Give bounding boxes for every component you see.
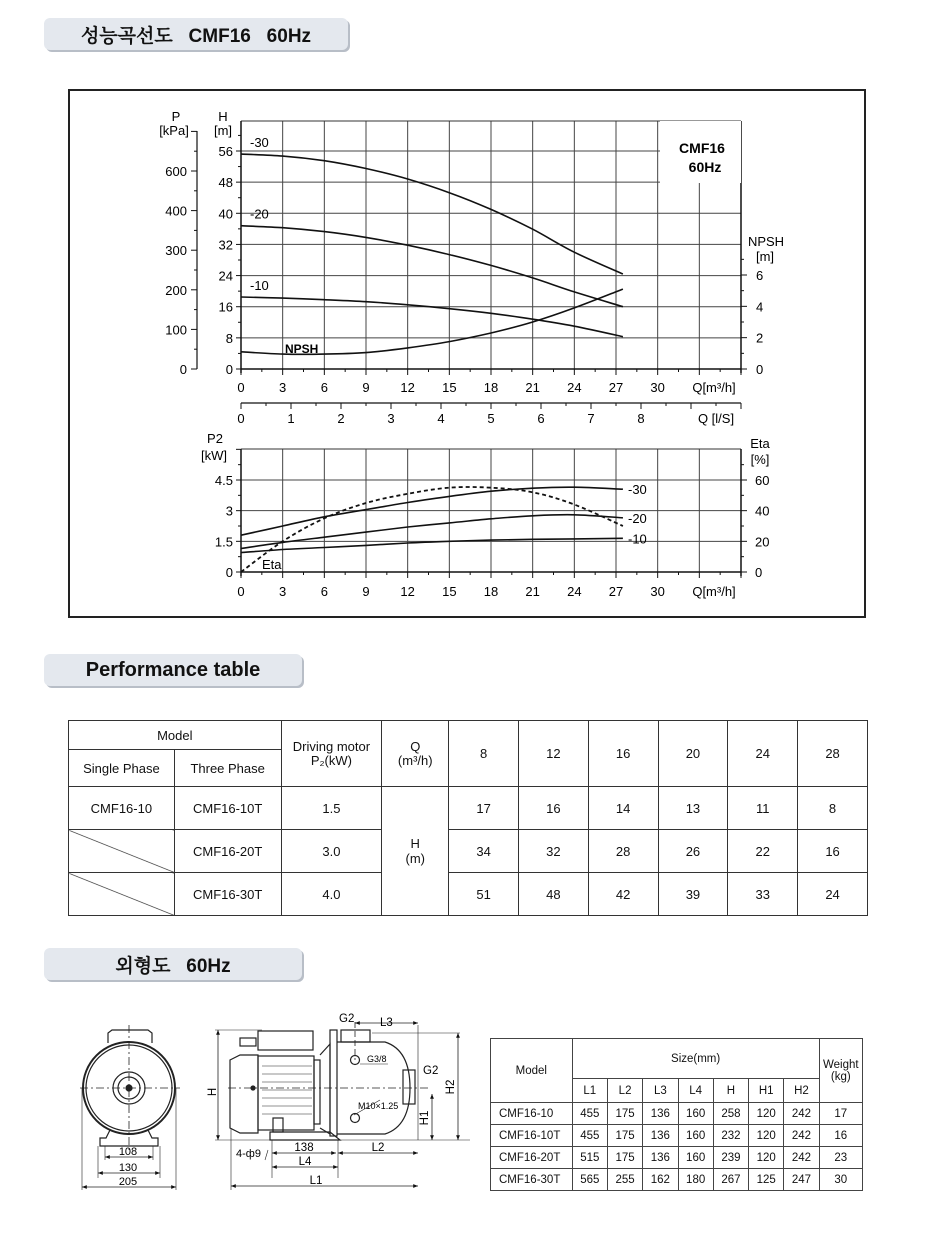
performance-table	[68, 720, 868, 916]
x-tick-label: 3	[279, 380, 287, 395]
ls-tick-label: 5	[487, 411, 495, 426]
weight-line2: (kg)	[830, 1070, 851, 1083]
dim-value: 175	[607, 1103, 642, 1125]
flow-value: 24	[728, 721, 798, 787]
curve-label-power-10: -10	[628, 531, 647, 547]
npsh-tick-label: 6	[756, 268, 764, 283]
p2-tick-label: 4.5	[214, 473, 233, 488]
h-tick-label: 8	[225, 330, 233, 346]
dim-value: 136	[643, 1125, 678, 1147]
head-value: 8	[798, 787, 868, 830]
head-value: 11	[728, 787, 798, 830]
header-driving-motor	[281, 721, 382, 787]
head-value: 16	[518, 787, 588, 830]
dim-value: 239	[713, 1147, 748, 1169]
power-chart-grid	[241, 449, 741, 572]
pressure-tick-label: 300	[165, 243, 187, 259]
label-l1: L1	[309, 1175, 323, 1187]
bottom-x-axis-label: Q[m³/h]	[692, 584, 736, 599]
header-motor-line2: P₂(kW)	[310, 752, 352, 768]
h-tick-label: 32	[218, 237, 233, 253]
pressure-tick-label: 400	[165, 203, 187, 219]
bottom-x-tick-label: 12	[400, 584, 415, 599]
curve-label-eta: Eta	[262, 557, 282, 572]
single-phase-model: CMF16-10	[69, 787, 175, 830]
chart-title-line2: 60Hz	[688, 159, 722, 175]
x-tick-label: 27	[608, 380, 624, 395]
head-value: 34	[449, 830, 519, 873]
label-l2: L2	[371, 1142, 385, 1154]
bottom-x-tick-label: 6	[320, 584, 328, 599]
ls-tick-label: 4	[437, 411, 445, 426]
dim-col-header: L2	[607, 1079, 642, 1103]
table-row	[69, 873, 868, 916]
dim-col-header: L1	[572, 1079, 607, 1103]
head-unit-line1: H	[410, 836, 420, 851]
dim-value: 255	[607, 1169, 642, 1191]
head-value: 28	[588, 830, 658, 873]
label-g3-8: G3/8	[367, 1054, 387, 1064]
dim-table-row	[491, 1103, 863, 1125]
h-axis-label: H	[218, 109, 228, 124]
bottom-x-tick-label: 18	[483, 584, 499, 599]
h-tick-label: 24	[218, 268, 233, 284]
p2-tick-label: 0	[225, 565, 233, 580]
front-dim-108: 108	[118, 1146, 138, 1158]
header-motor-line1: Driving motor	[292, 738, 371, 754]
label-138: 138	[294, 1142, 314, 1154]
ls-tick-label: 7	[587, 411, 595, 426]
flange	[330, 1030, 337, 1136]
adapter	[320, 1044, 330, 1134]
dim-value: 120	[749, 1147, 784, 1169]
dim-header-size: Size(mm)	[572, 1039, 819, 1079]
dim-value: 515	[572, 1147, 607, 1169]
curve-label-head-30: -30	[250, 135, 269, 151]
curve-head-20	[241, 226, 623, 307]
head-unit-line2: (m)	[405, 851, 425, 866]
p2-tick-label: 3	[225, 503, 233, 519]
curve-eta	[241, 487, 623, 572]
dim-value: 160	[678, 1125, 713, 1147]
curve-label-npsh: NPSH	[285, 342, 319, 356]
dim-table-row	[491, 1169, 863, 1191]
flow-value: 20	[658, 721, 728, 787]
dim-weight: 16	[819, 1125, 862, 1147]
side-view	[215, 1022, 470, 1190]
label-l4: L4	[298, 1156, 312, 1168]
eta-tick-label: 20	[755, 534, 770, 550]
chart-title-line1: CMF16	[679, 140, 725, 156]
pressure-tick-label: 600	[165, 164, 187, 179]
x-tick-label: 24	[567, 380, 582, 395]
dim-header-model: Model	[491, 1039, 573, 1103]
p2-tick-label: 1.5	[214, 534, 233, 550]
pressure-tick-label: 200	[165, 282, 187, 298]
curve-label-power-30: -30	[628, 482, 647, 498]
dim-value: 162	[643, 1169, 678, 1191]
pressure-axis-unit: [kPa]	[159, 123, 189, 138]
front-dim-130: 130	[118, 1162, 138, 1174]
single-phase-model-empty	[69, 830, 175, 873]
pressure-axis-label: P	[171, 109, 181, 124]
ls-axis-label: Q [l/S]	[697, 411, 735, 426]
motor-body	[258, 1056, 314, 1130]
npsh-tick-label: 2	[756, 330, 764, 346]
header-three-phase: Three Phase	[174, 750, 281, 787]
head-chart-curves	[241, 135, 623, 356]
h-tick-label: 0	[225, 362, 233, 377]
bottom-x-tick-label: 24	[567, 584, 582, 599]
h-tick-label: 48	[218, 175, 233, 191]
section-title-performance-table	[44, 654, 302, 686]
x-tick-label: 0	[237, 380, 245, 395]
ls-tick-label: 6	[537, 411, 545, 426]
dim-col-header: H	[713, 1079, 748, 1103]
ls-tick-label: 8	[637, 411, 645, 426]
bottom-x-tick-label: 27	[608, 584, 624, 599]
x-tick-label: 30	[650, 380, 665, 395]
h-tick-label: 40	[218, 206, 233, 222]
dim-value: 565	[572, 1169, 607, 1191]
head-value: 33	[728, 873, 798, 916]
dim-value: 242	[784, 1103, 819, 1125]
label-l3: L3	[380, 1017, 393, 1029]
x-tick-label: 21	[525, 380, 540, 395]
h-axis-unit: [m]	[213, 123, 233, 138]
head-value: 17	[449, 787, 519, 830]
label-h1: H1	[419, 1110, 431, 1126]
pressure-tick-label: 0	[179, 362, 187, 377]
power-chart-curves	[241, 482, 647, 572]
outlet-port	[341, 1030, 370, 1042]
motor-power: 1.5	[281, 787, 382, 830]
dim-value: 242	[784, 1147, 819, 1169]
pressure-tick-label: 100	[165, 322, 187, 338]
x-tick-label: 18	[483, 380, 499, 395]
head-value: 32	[518, 830, 588, 873]
dim-col-header: L4	[678, 1079, 713, 1103]
label-h: H	[207, 1087, 219, 1097]
label-holes: 4-ф9	[236, 1148, 261, 1160]
eta-tick-label: 60	[755, 473, 770, 488]
three-phase-model: CMF16-30T	[174, 873, 281, 916]
x-tick-label: 9	[362, 380, 370, 395]
curve-power-30	[241, 487, 623, 535]
flow-value: 12	[518, 721, 588, 787]
ls-tick-label: 0	[237, 411, 245, 426]
table-title-text: Performance table	[85, 658, 261, 681]
ls-tick-label: 1	[287, 411, 295, 426]
flow-value: 28	[798, 721, 868, 787]
x-tick-label: 15	[442, 380, 457, 395]
label-h2: H2	[445, 1079, 457, 1095]
eta-tick-label: 40	[755, 503, 770, 519]
dim-table-row	[491, 1147, 863, 1169]
pump-dimension-drawing	[0, 1000, 480, 1200]
h-tick-label: 56	[218, 144, 233, 159]
dim-value: 160	[678, 1103, 713, 1125]
x-axis-label: Q[m³/h]	[692, 380, 736, 395]
eta-axis-unit: [%]	[750, 452, 770, 467]
motor-end-cap	[230, 1055, 258, 1133]
h-tick-label: 16	[218, 299, 233, 315]
dim-value: 242	[784, 1125, 819, 1147]
dim-value: 160	[678, 1147, 713, 1169]
dim-value: 455	[572, 1103, 607, 1125]
dim-value: 175	[607, 1125, 642, 1147]
bottom-x-tick-label: 3	[279, 584, 287, 599]
dim-model: CMF16-20T	[491, 1147, 573, 1169]
p2-axis-unit: [kW]	[201, 448, 227, 463]
header-flow	[382, 721, 449, 787]
bottom-x-tick-label: 9	[362, 584, 370, 599]
dim-value: 247	[784, 1169, 819, 1191]
drain-plug-bottom	[351, 1114, 360, 1123]
head-value: 39	[658, 873, 728, 916]
dim-table-row	[491, 1125, 863, 1147]
weight-line1: Weight	[823, 1058, 859, 1071]
three-phase-model: CMF16-20T	[174, 830, 281, 873]
dim-value: 136	[643, 1103, 678, 1125]
dim-header-weight	[819, 1039, 862, 1103]
power-chart-axes	[201, 431, 771, 599]
label-g2-inlet: G2	[423, 1065, 439, 1077]
table-row	[69, 787, 868, 830]
head-value: 14	[588, 787, 658, 830]
dim-value: 258	[713, 1103, 748, 1125]
header-q-line1: Q	[410, 738, 421, 754]
motor-power: 4.0	[281, 873, 382, 916]
curves-title-text: 성능곡선도 CMF16 60Hz	[80, 25, 312, 47]
bottom-x-tick-label: 0	[237, 584, 245, 599]
dimension-table	[490, 1038, 863, 1191]
head-value: 13	[658, 787, 728, 830]
dim-value: 136	[643, 1147, 678, 1169]
curve-head-10	[241, 297, 623, 337]
head-value: 22	[728, 830, 798, 873]
dim-value: 267	[713, 1169, 748, 1191]
dim-model: CMF16-30T	[491, 1169, 573, 1191]
table-row	[69, 830, 868, 873]
header-q-line2: (m³/h)	[397, 752, 433, 768]
dim-col-header: H1	[749, 1079, 784, 1103]
dim-value: 120	[749, 1103, 784, 1125]
head-value: 48	[518, 873, 588, 916]
chart-model-label	[660, 121, 741, 183]
curve-label-power-20: -20	[628, 510, 647, 526]
bottom-x-tick-label: 15	[442, 584, 457, 599]
head-unit-cell	[382, 787, 449, 916]
header-model: Model	[69, 721, 282, 750]
head-value: 16	[798, 830, 868, 873]
single-phase-model-empty	[69, 873, 175, 916]
motor-power: 3.0	[281, 830, 382, 873]
dim-col-header: L3	[643, 1079, 678, 1103]
eta-axis-label: Eta	[750, 436, 770, 451]
bottom-x-tick-label: 30	[650, 584, 665, 599]
dim-weight: 30	[819, 1169, 862, 1191]
head-value: 51	[449, 873, 519, 916]
dim-weight: 17	[819, 1103, 862, 1125]
label-m10: M10×1.25	[358, 1101, 399, 1111]
curve-label-head-20: -20	[250, 206, 269, 222]
drawing-title-text: 외형도 60Hz	[115, 955, 231, 977]
p2-axis-label: P2	[207, 431, 223, 446]
npsh-axis-unit: [m]	[755, 249, 775, 264]
flow-value: 8	[449, 721, 519, 787]
bottom-x-tick-label: 21	[525, 584, 540, 599]
cable-gland	[240, 1038, 256, 1046]
header-single-phase: Single Phase	[69, 750, 175, 787]
dim-value: 232	[713, 1125, 748, 1147]
head-value: 42	[588, 873, 658, 916]
npsh-tick-label: 0	[756, 362, 764, 377]
eta-tick-label: 0	[755, 565, 763, 580]
label-g2-outlet: G2	[339, 1013, 355, 1025]
x-tick-label: 12	[400, 380, 415, 395]
dim-value: 180	[678, 1169, 713, 1191]
ls-tick-label: 2	[337, 411, 345, 426]
dim-weight: 23	[819, 1147, 862, 1169]
head-value: 24	[798, 873, 868, 916]
front-dim-205: 205	[118, 1176, 138, 1188]
curve-head-30	[241, 154, 623, 274]
dim-col-header: H2	[784, 1079, 819, 1103]
dim-model: CMF16-10T	[491, 1125, 573, 1147]
dim-value: 455	[572, 1125, 607, 1147]
head-value: 26	[658, 830, 728, 873]
three-phase-model: CMF16-10T	[174, 787, 281, 830]
dim-value: 125	[749, 1169, 784, 1191]
npsh-axis-label: NPSH	[747, 234, 785, 249]
dim-value: 175	[607, 1147, 642, 1169]
curve-label-head-10: -10	[250, 277, 269, 293]
dim-value: 120	[749, 1125, 784, 1147]
ls-tick-label: 3	[387, 411, 395, 426]
x-tick-label: 6	[320, 380, 328, 395]
dim-model: CMF16-10	[491, 1103, 573, 1125]
section-title-dimensions	[44, 948, 302, 980]
npsh-tick-label: 4	[756, 299, 764, 315]
terminal-box	[258, 1031, 313, 1050]
flow-value: 16	[588, 721, 658, 787]
